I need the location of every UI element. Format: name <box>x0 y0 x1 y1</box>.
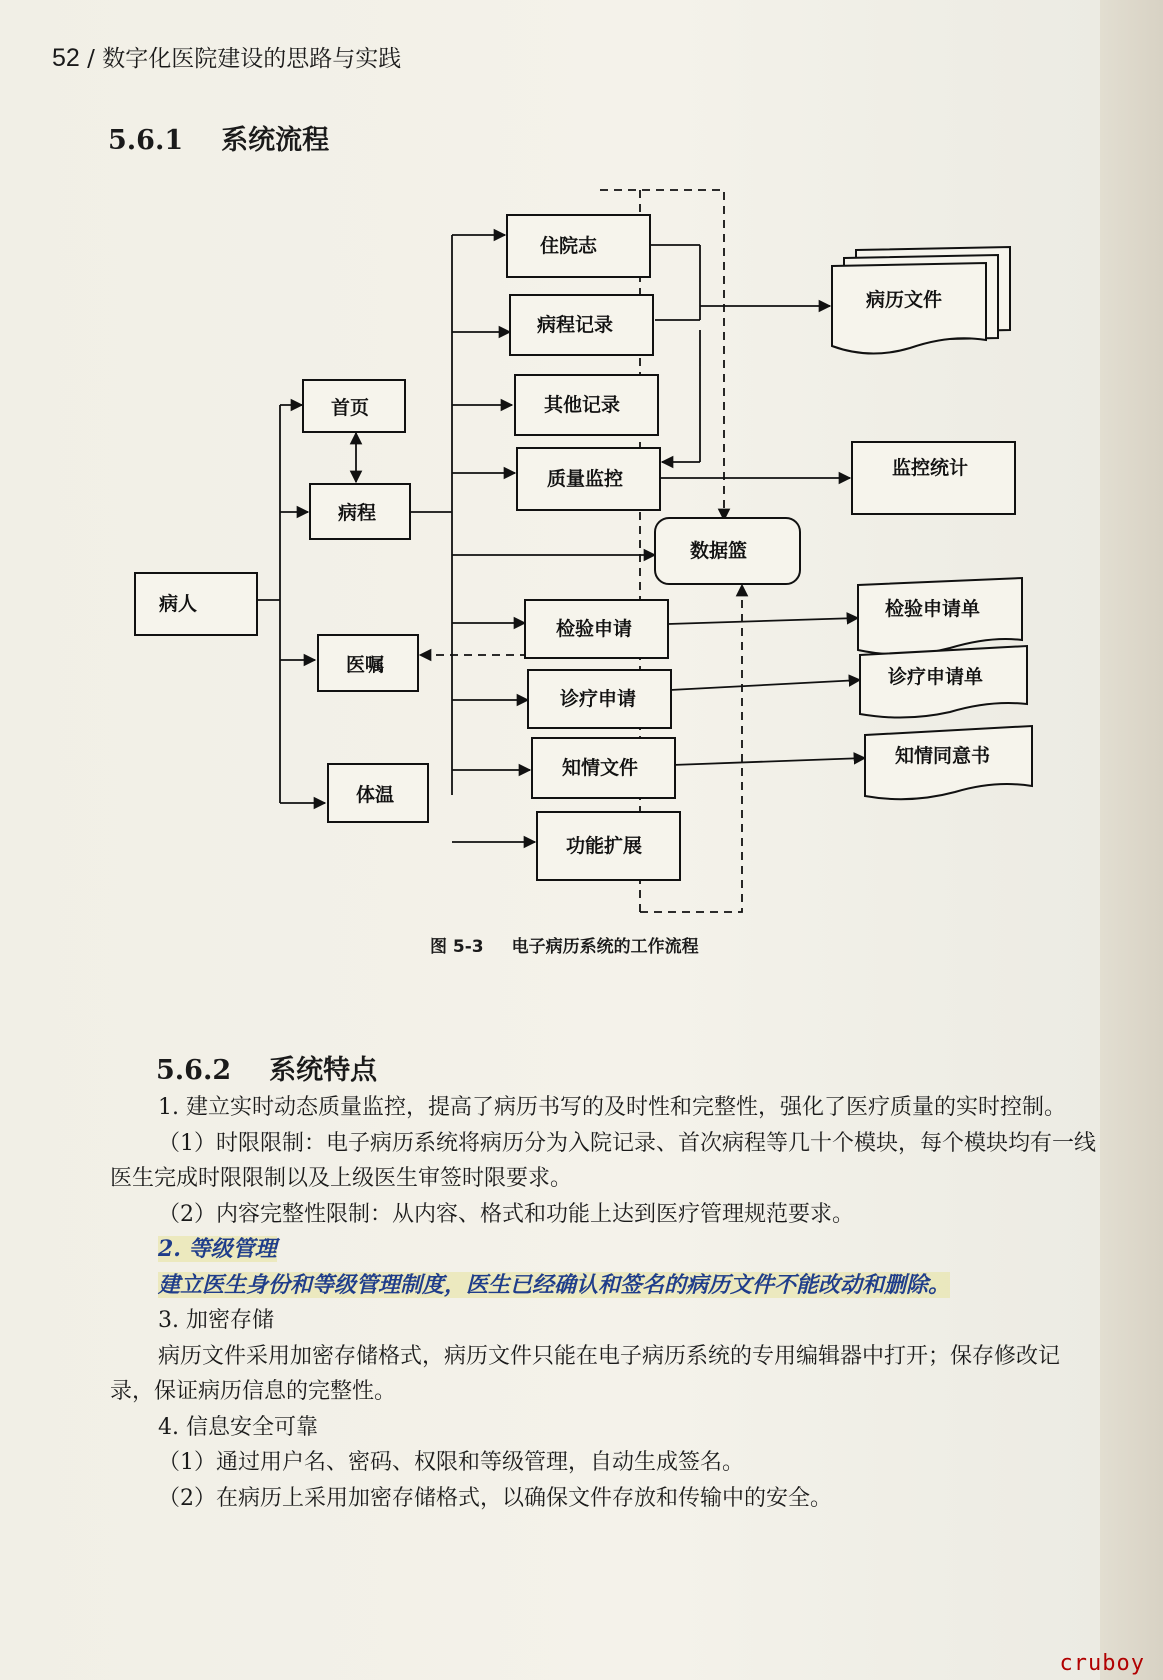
label-quality-monitor: 质量监控 <box>547 468 624 490</box>
book-title: 数字化医院建设的思路与实践 <box>102 46 402 72</box>
label-monitor-stats: 监控统计 <box>892 457 969 479</box>
label-patient: 病人 <box>159 593 198 615</box>
section-title: 系统流程 <box>221 125 330 156</box>
label-homepage: 首页 <box>331 397 370 419</box>
page-number: 52 <box>52 44 80 72</box>
paragraph: （1）通过用户名、密码、权限和等级管理，自动生成签名。 <box>158 1450 744 1475</box>
paragraph: 4. 信息安全可靠 <box>158 1414 318 1440</box>
section-title: 系统特点 <box>269 1055 378 1086</box>
highlighted-heading: 2. 等级管理 <box>158 1236 277 1262</box>
paragraph: 1. 建立实时动态质量监控，提高了病历书写的及时性和完整性，强化了医疗质量的实时控制。 <box>158 1095 1066 1120</box>
section-number: 5.6.2 <box>156 1055 232 1086</box>
highlighted-paragraph: 建立医生身份和等级管理制度，医生已经确认和签名的病历文件不能改动和删除。 <box>158 1271 951 1298</box>
section-heading-562 <box>156 1048 377 1087</box>
label-orders: 医嘱 <box>346 654 385 676</box>
label-consent-file: 知情文件 <box>562 757 639 779</box>
label-medical-record-file: 病历文件 <box>866 289 943 311</box>
label-lab-request-form: 检验申请单 <box>885 598 981 620</box>
paragraph: 病历文件采用加密存储格式，病历文件只能在电子病历系统的专用编辑器中打开；保存修改记录，保证病历信息的完整性。 <box>110 1343 1061 1404</box>
label-admission: 住院志 <box>540 235 598 257</box>
label-progress-notes: 病程记录 <box>537 314 614 336</box>
header-separator: / <box>87 46 95 72</box>
section-number: 5.6.1 <box>108 125 184 156</box>
figure-caption <box>430 932 699 957</box>
paragraph: （2）在病历上采用加密存储格式，以确保文件存放和传输中的安全。 <box>158 1485 832 1511</box>
watermark: cruboy <box>1059 1651 1145 1676</box>
label-lab-request: 检验申请 <box>556 618 633 640</box>
figure-number: 图 5-3 <box>430 937 484 957</box>
label-data-basket: 数据篮 <box>690 540 748 562</box>
label-consent-form: 知情同意书 <box>895 745 991 767</box>
paragraph: （2）内容完整性限制：从内容、格式和功能上达到医疗管理规范要求。 <box>158 1201 854 1227</box>
label-treatment-request-form: 诊疗申请单 <box>888 666 984 688</box>
label-extension: 功能扩展 <box>566 835 643 857</box>
label-course: 病程 <box>338 502 377 524</box>
page-edge <box>1100 0 1163 1680</box>
figure-title: 电子病历系统的工作流程 <box>511 937 699 957</box>
paragraph: 3. 加密存储 <box>158 1308 274 1333</box>
label-temperature: 体温 <box>356 784 395 806</box>
body-text <box>110 1090 1100 1516</box>
label-other-records: 其他记录 <box>544 394 621 416</box>
paragraph: （1）时限限制：电子病历系统将病历分为入院记录、首次病程等几十个模块，每个模块均有一线医生完成时限限制以及上级医生审签时限要求。 <box>110 1130 1097 1191</box>
label-treatment-request: 诊疗申请 <box>560 688 637 710</box>
